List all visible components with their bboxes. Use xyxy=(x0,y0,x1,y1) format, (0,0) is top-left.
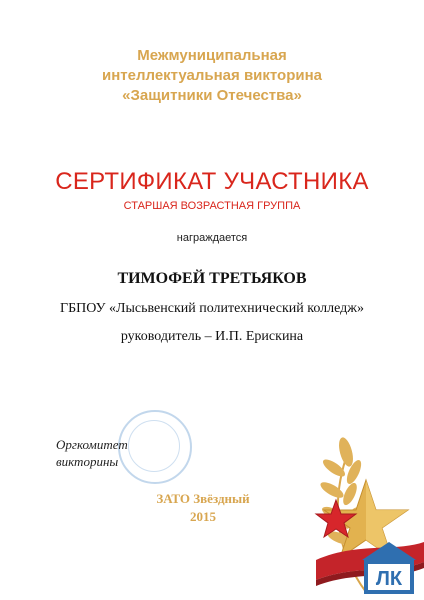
city-name: ЗАТО Звёздный xyxy=(156,491,250,506)
location-date xyxy=(138,490,268,526)
signature-line-2: викторины xyxy=(56,454,119,469)
header-line-1: Межмуниципальная xyxy=(137,47,287,64)
signature-block xyxy=(56,436,128,470)
stamp-seal xyxy=(118,410,192,484)
awarded-label: награждается xyxy=(176,232,248,244)
leader-name: руководитель – И.П. Ерискина xyxy=(120,329,304,344)
recipient-name: ТИМОФЕЙ ТРЕТЬЯКОВ xyxy=(117,270,307,287)
header-line-3: «Защитники Отечества» xyxy=(122,87,302,104)
age-group-subtitle: СТАРШАЯ ВОЗРАСТНАЯ ГРУППА xyxy=(123,200,301,212)
year: 2015 xyxy=(190,509,216,524)
quiz-header xyxy=(0,46,424,106)
organization-name: ГБПОУ «Лысьвенский политехнический колледж» xyxy=(60,301,364,316)
college-logo-icon xyxy=(360,540,418,596)
signature-line-1: Оргкомитет xyxy=(56,437,128,452)
logo-text: ЛК xyxy=(375,568,403,590)
header-line-2: интеллектуальная викторина xyxy=(101,67,322,84)
certificate-title: СЕРТИФИКАТ УЧАСТНИКА xyxy=(55,168,369,195)
